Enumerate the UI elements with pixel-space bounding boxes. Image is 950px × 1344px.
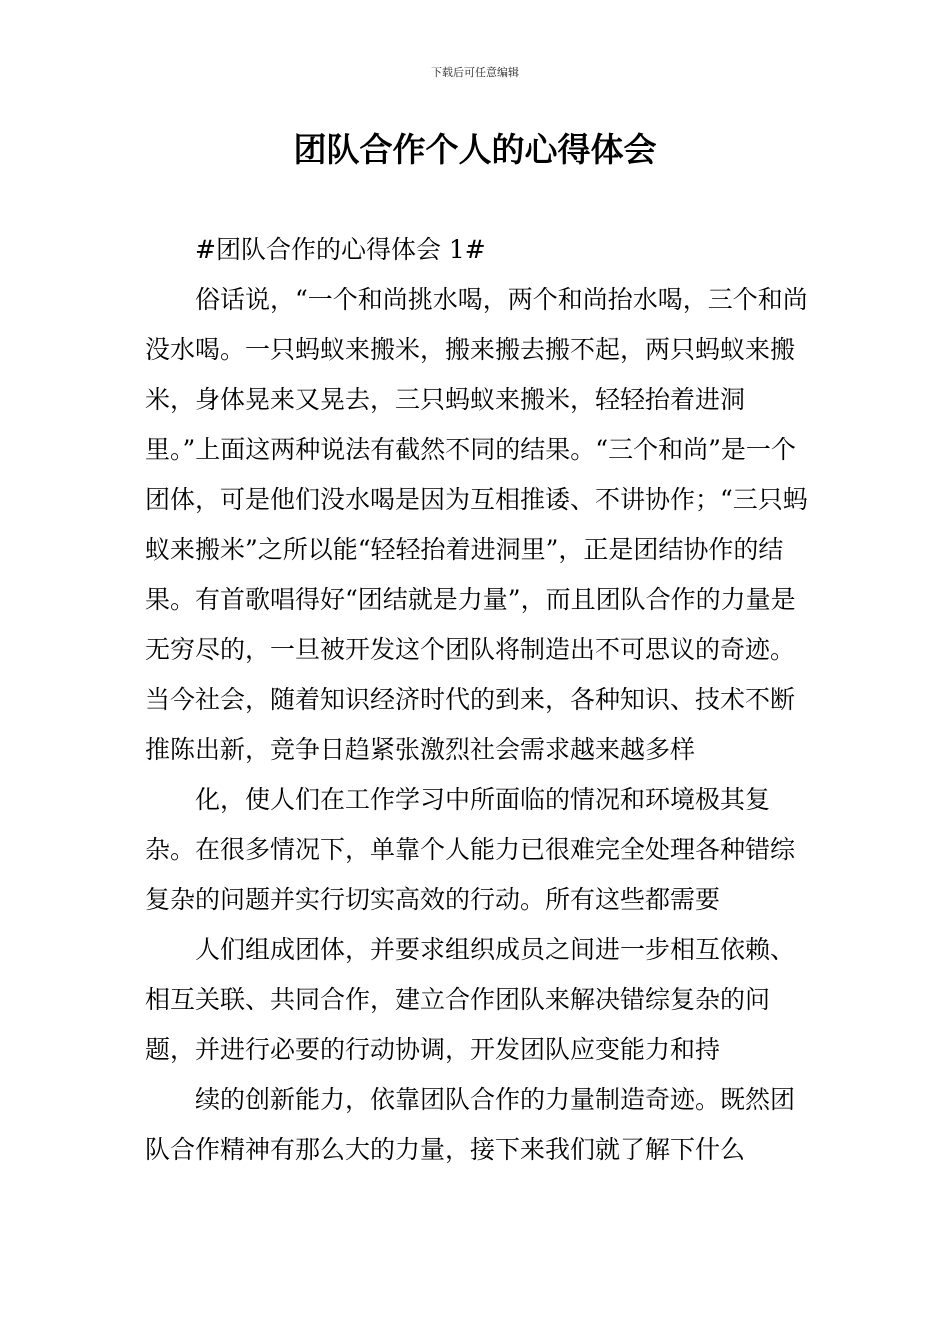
paragraph: 续的创新能力，依靠团队合作的力量制造奇迹。既然团队合作精神有那么大的力量，接下来我们就了解下什么: [145, 1085, 796, 1164]
paragraph: 化，使人们在工作学习中所面临的情况和环境极其复杂。在很多情况下，单靠个人能力已很难完全处理各种错综复杂的问题并实行切实高效的行动。所有这些都需要: [145, 785, 796, 914]
document-body: [145, 225, 810, 1175]
header-note: 下载后可任意编辑: [431, 66, 519, 79]
document-title: 团队合作个人的心得体会: [293, 130, 657, 169]
paragraph: 人们组成团体，并要求组织成员之间进一步相互依赖、相互关联、共同合作，建立合作团队来解决错综复杂的问题，并进行必要的行动协调，开发团队应变能力和持: [145, 935, 796, 1064]
section-heading: #团队合作的心得体会 1#: [195, 235, 486, 264]
paragraph: 俗话说，“一个和尚挑水喝，两个和尚抬水喝，三个和尚没水喝。一只蚂蚁来搬米，搬来搬去搬不起，两只蚂蚁来搬米，身体晃来又晃去，三只蚂蚁来搬米，轻轻抬着进洞里。”上面这两种说法有截然不同的结果。“三个和尚”是一个团体，可是他们没水喝是因为互相推诿、不讲协作；“三只蚂蚁来搬米”之所以能“轻轻抬着进洞里”，正是团结协作的结果。有首歌唱得好“团结就是力量”，而且团队合作的力量是无穷尽的，一旦被开发这个团队将制造出不可思议的奇迹。当今社会，随着知识经济时代的到来，各种知识、技术不断推陈出新，竞争日趋紧张激烈社会需求越来越多样: [145, 285, 808, 764]
